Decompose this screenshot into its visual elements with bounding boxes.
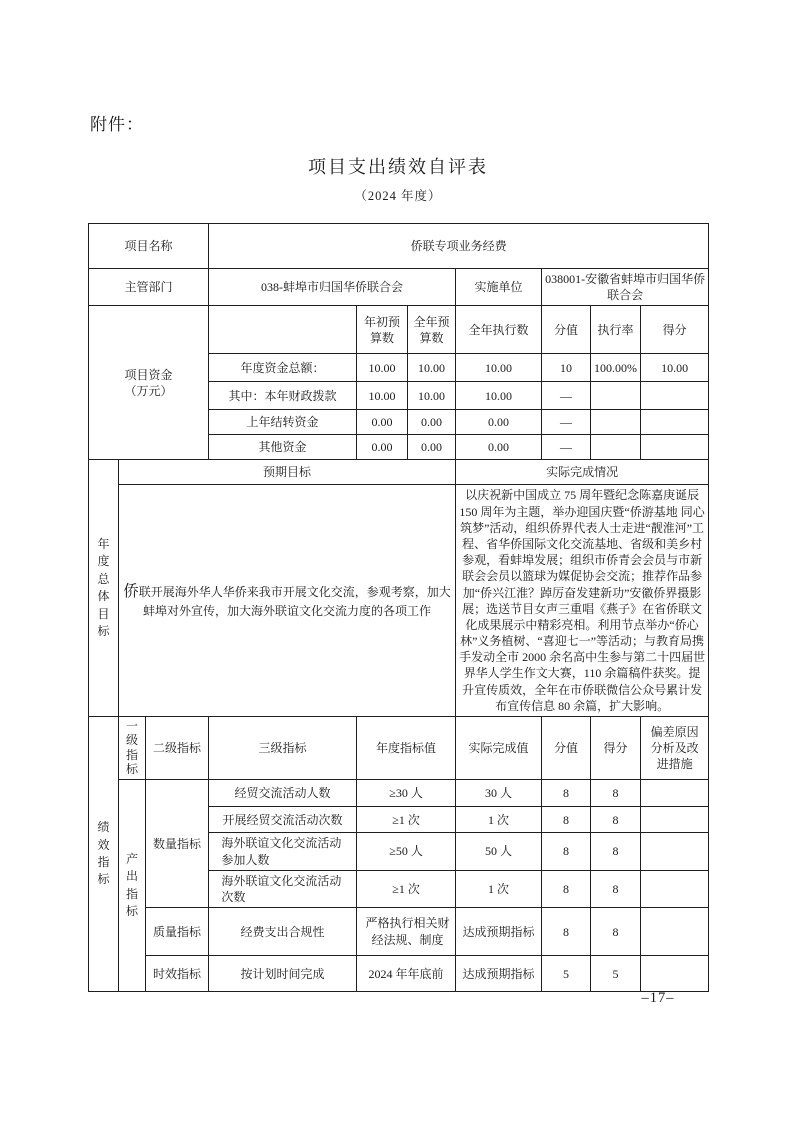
table-row [89, 224, 709, 269]
perf-indicator: 海外联谊文化交流活动次数 [209, 870, 357, 907]
perf-points: 8 [542, 870, 591, 907]
perf-indicator: 经费支出合规性 [209, 908, 357, 956]
funds-row-label: 上年结转资金 [209, 410, 357, 435]
funds-col-header: 分值 [542, 306, 591, 354]
perf-row [89, 908, 709, 956]
funds-cell: — [542, 410, 591, 435]
perf-header-target: 年度指标值 [357, 717, 456, 780]
perf-target: ≥1 次 [357, 870, 456, 907]
funds-cell: — [542, 435, 591, 460]
perf-points: 8 [542, 908, 591, 956]
perf-level2-quality: 质量指标 [146, 908, 209, 956]
perf-deviation [641, 807, 709, 833]
perf-header-points: 分值 [542, 717, 591, 780]
funds-cell: 100.00% [591, 354, 641, 382]
funds-cell: 10.00 [456, 354, 542, 382]
funds-row-label: 其中：本年财政拨款 [209, 382, 357, 410]
dept-label: 主管部门 [89, 269, 209, 306]
perf-deviation [641, 833, 709, 870]
funds-col-header: 年初预算数 [357, 306, 408, 354]
perf-target: ≥30 人 [357, 780, 456, 807]
funds-cell: 0.00 [357, 435, 408, 460]
perf-score: 8 [591, 780, 641, 807]
perf-points: 5 [542, 956, 591, 992]
attachment-label: 附件： [90, 115, 144, 134]
funds-header-row [89, 306, 709, 354]
funds-row-label: 其他资金 [209, 435, 357, 460]
perf-level2-quantity: 数量指标 [146, 780, 209, 908]
perf-points: 8 [542, 833, 591, 870]
funds-cell [641, 382, 709, 410]
funds-section-label: 项目资金（万元） [89, 306, 209, 460]
perf-level1-value: 产出指标 [119, 780, 146, 992]
perf-score: 8 [591, 908, 641, 956]
funds-col-header: 全年执行数 [456, 306, 542, 354]
perf-header-deviation: 偏差原因分析及改进措施 [641, 717, 709, 780]
perf-indicator: 经贸交流活动人数 [209, 780, 357, 807]
funds-cell [591, 410, 641, 435]
perf-actual: 1 次 [456, 870, 542, 907]
perf-points: 8 [542, 807, 591, 833]
perf-indicator: 海外联谊文化交流活动参加人数 [209, 833, 357, 870]
table-row [89, 269, 709, 306]
funds-cell: 0.00 [408, 435, 456, 460]
perf-score: 8 [591, 807, 641, 833]
funds-col-header: 执行率 [591, 306, 641, 354]
goal-content-row [89, 485, 709, 717]
perf-score: 8 [591, 870, 641, 907]
funds-col-header: 得分 [641, 306, 709, 354]
perf-actual: 50 人 [456, 833, 542, 870]
perf-header-score: 得分 [591, 717, 641, 780]
perf-actual: 1 次 [456, 807, 542, 833]
perf-row [89, 780, 709, 807]
funds-cell: 10 [542, 354, 591, 382]
perf-header-level3: 三级指标 [209, 717, 357, 780]
goal-expected-text: 侨联开展海外华人华侨来我市开展文化交流，参观考察，加大蚌埠对外宣传，加大海外联谊文化交流力度的各项工作 [119, 485, 456, 717]
perf-indicator: 开展经贸交流活动次数 [209, 807, 357, 833]
perf-actual: 30 人 [456, 780, 542, 807]
perf-header-level2: 二级指标 [146, 717, 209, 780]
funds-cell: 10.00 [357, 354, 408, 382]
perf-score: 8 [591, 833, 641, 870]
funds-cell: — [542, 382, 591, 410]
project-name-label: 项目名称 [89, 224, 209, 269]
perf-target: ≥1 次 [357, 807, 456, 833]
funds-cell [591, 382, 641, 410]
funds-cell: 0.00 [408, 410, 456, 435]
funds-cell: 0.00 [456, 410, 542, 435]
impl-value: 038001-安徽省蚌埠市归国华侨联合会 [542, 269, 709, 306]
page-title: 项目支出绩效自评表 [308, 157, 488, 177]
perf-deviation [641, 956, 709, 992]
perf-level2-timeliness: 时效指标 [146, 956, 209, 992]
perf-row [89, 956, 709, 992]
funds-row-label: 年度资金总额： [209, 354, 357, 382]
goal-actual-header: 实际完成情况 [456, 460, 709, 485]
funds-cell: 0.00 [456, 435, 542, 460]
perf-deviation [641, 908, 709, 956]
perf-indicator: 按计划时间完成 [209, 956, 357, 992]
funds-cell: 0.00 [357, 410, 408, 435]
goal-header-row [89, 460, 709, 485]
page-number: –17– [641, 990, 675, 1006]
dept-value: 038-蚌埠市归国华侨联合会 [209, 269, 456, 306]
goal-actual-text: 以庆祝新中国成立 75 周年暨纪念陈嘉庚诞辰 150 周年为主题，举办迎国庆暨“侨游基地 同心筑梦”活动，组织侨界代表人士走进“靓淮河”工程、省华侨国际文化交流基地、省级和美乡村参观，看蚌埠发展；组织市侨青会会员与市新联会会员以篮球为媒促协会交流；推荐作品参加“侨兴江淮？踔厉奋发建新功”安徽侨界摄影展；选送节目女声三重唱《燕子》在省侨联文化成果展示中精彩亮相。利用节点举办“侨心林”义务植树、“喜迎七一”等活动；与教育局携手发动全市 2000 余名高中生参与第二十四届世界华人学生作文大赛，110 余篇稿件获奖。提升宣传质效，全年在市侨联微信公众号累计发布宣传信息 80 余篇，扩大影响。 [456, 485, 709, 717]
funds-col-header: 全年预算数 [408, 306, 456, 354]
perf-header-row [89, 717, 709, 780]
self-evaluation-table [88, 223, 709, 992]
impl-label: 实施单位 [456, 269, 542, 306]
goal-section-label: 年度总体目标 [89, 460, 119, 717]
perf-section-label: 绩效指标 [89, 717, 119, 992]
perf-target: ≥50 人 [357, 833, 456, 870]
funds-cell: 10.00 [357, 382, 408, 410]
funds-cell [641, 410, 709, 435]
project-name-value: 侨联专项业务经费 [209, 224, 709, 269]
funds-cell [591, 435, 641, 460]
perf-deviation [641, 870, 709, 907]
funds-cell: 10.00 [456, 382, 542, 410]
funds-cell [641, 435, 709, 460]
perf-score: 5 [591, 956, 641, 992]
perf-actual: 达成预期指标 [456, 956, 542, 992]
perf-target: 严格执行相关财经法规、制度 [357, 908, 456, 956]
funds-cell: 10.00 [641, 354, 709, 382]
goal-expected-header: 预期目标 [119, 460, 456, 485]
perf-header-level1: 一级指标 [119, 717, 146, 780]
page-subtitle: （2024 年度） [354, 189, 442, 203]
perf-actual: 达成预期指标 [456, 908, 542, 956]
perf-deviation [641, 780, 709, 807]
perf-points: 8 [542, 780, 591, 807]
funds-cell: 10.00 [408, 354, 456, 382]
funds-empty-header [209, 306, 357, 354]
perf-target: 2024 年年底前 [357, 956, 456, 992]
funds-cell: 10.00 [408, 382, 456, 410]
perf-header-actual: 实际完成值 [456, 717, 542, 780]
